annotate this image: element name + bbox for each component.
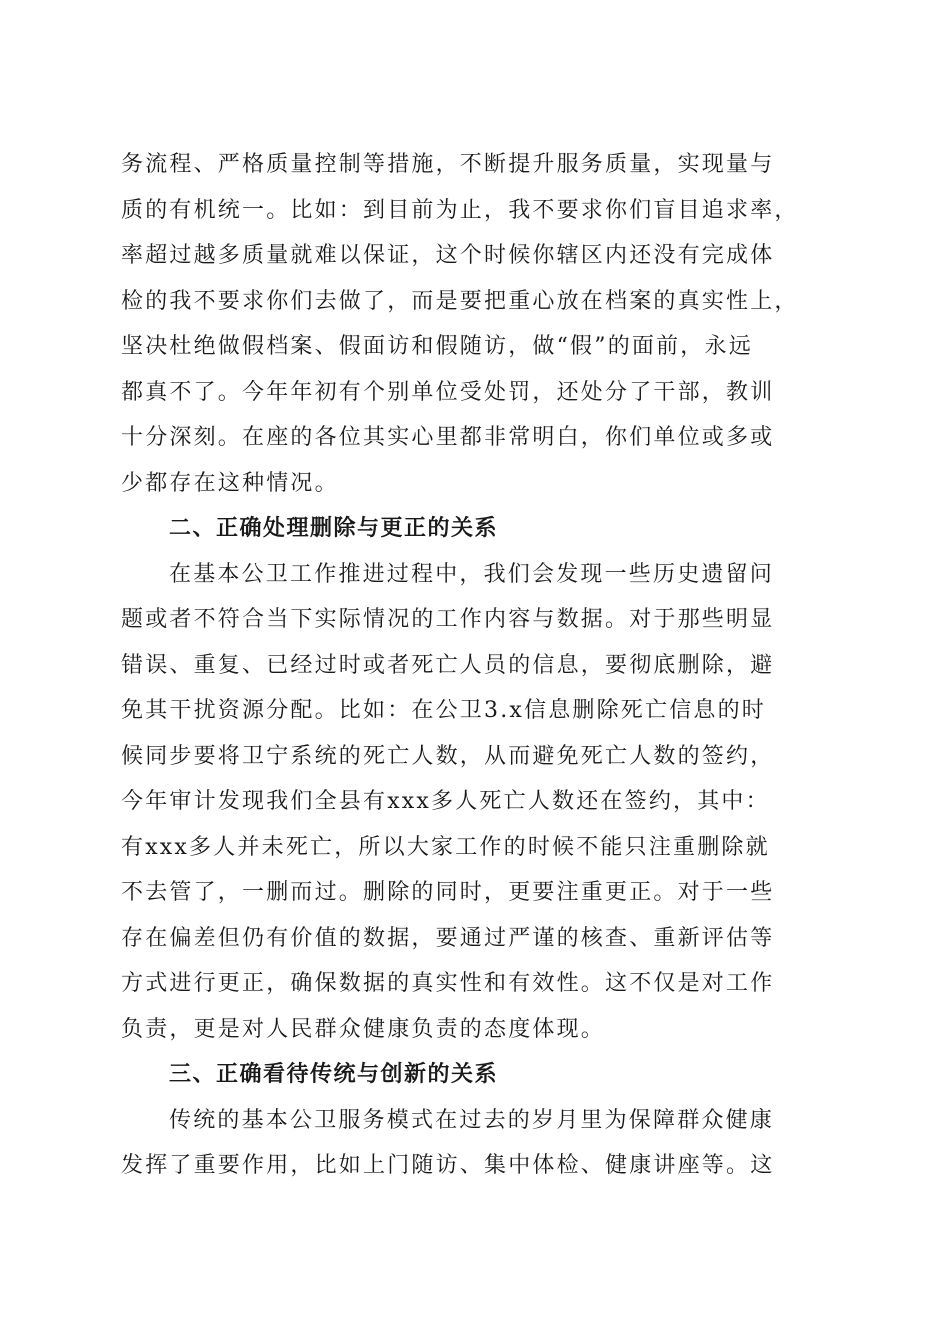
paragraph-line: 存在偏差但仍有价值的数据，要通过严谨的核查、重新评估等	[121, 925, 775, 951]
paragraph-line: 候同步要将卫宁系统的死亡人数，从而避免死亡人数的签约，	[121, 743, 775, 769]
paragraph-1	[121, 142, 831, 506]
paragraph-line: 传统的基本公卫服务模式在过去的岁月里为保障群众健康	[169, 1107, 775, 1133]
section-heading-3: 三、正确看待传统与创新的关系	[169, 1062, 499, 1087]
paragraph-3	[121, 1098, 831, 1189]
paragraph-line: 不去管了，一删而过。删除的同时，更要注重更正。对于一些	[121, 880, 775, 905]
paragraph-line: 十分深刻。在座的各位其实心里都非常明白，你们单位或多或	[121, 425, 775, 450]
paragraph-line: 负责，更是对人民群众健康负责的态度体现。	[121, 1016, 606, 1042]
document-body	[121, 142, 831, 1189]
paragraph-line: 质的有机统一。比如：到目前为止，我不要求你们盲目追求率，	[121, 197, 799, 223]
paragraph-line: 在基本公卫工作推进过程中，我们会发现一些历史遗留问	[169, 561, 775, 587]
paragraph-line: 发挥了重要作用，比如上门随访、集中体检、健康讲座等。这	[121, 1153, 775, 1178]
paragraph-line: 坚决杜绝做假档案、假面访和假随访，做“假”的面前，永远	[121, 334, 753, 359]
paragraph-line: 今年审计发现我们全县有xxx多人死亡人数还在签约，其中：	[121, 789, 770, 814]
section-heading-2: 二、正确处理删除与更正的关系	[169, 516, 499, 541]
paragraph-line: 方式进行更正，确保数据的真实性和有效性。这不仅是对工作	[121, 971, 775, 996]
paragraph-line: 免其干扰资源分配。比如：在公卫3.x信息删除死亡信息的时	[121, 698, 766, 723]
paragraph-line: 率超过越多质量就难以保证，这个时候你辖区内还没有完成体	[121, 243, 775, 268]
paragraph-line: 都真不了。今年年初有个别单位受处罚，还处分了干部，教训	[121, 379, 775, 405]
paragraph-2	[121, 552, 831, 1053]
paragraph-line: 错误、重复、已经过时或者死亡人员的信息，要彻底删除，避	[121, 652, 775, 678]
paragraph-line: 务流程、严格质量控制等措施，不断提升服务质量，实现量与	[121, 152, 775, 177]
paragraph-line: 检的我不要求你们去做了，而是要把重心放在档案的真实性上，	[121, 288, 799, 314]
paragraph-line: 有xxx多人并未死亡，所以大家工作的时候不能只注重删除就	[121, 834, 770, 860]
paragraph-line: 题或者不符合当下实际情况的工作内容与数据。对于那些明显	[121, 607, 775, 632]
paragraph-line: 少都存在这种情况。	[121, 470, 339, 496]
